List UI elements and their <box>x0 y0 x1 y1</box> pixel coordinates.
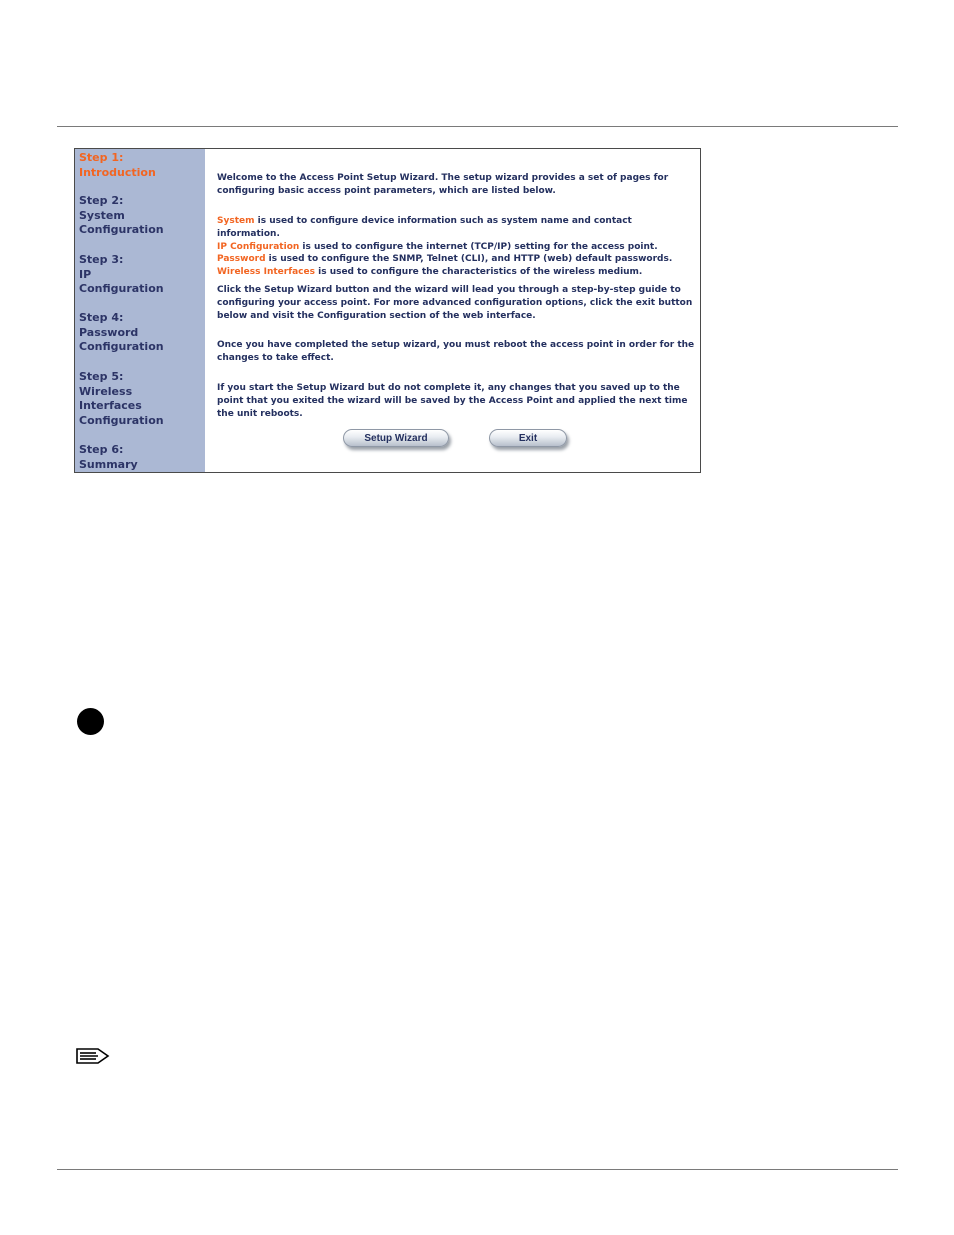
intro-paragraph: Welcome to the Access Point Setup Wizard. The setup wizard provides a set of pages for configuring basic access point parameters, which are listed below. <box>217 173 669 196</box>
setup-wizard-button[interactable]: Setup Wizard <box>343 429 449 447</box>
step-password-configuration[interactable]: Step 4: Password Configuration <box>79 311 164 354</box>
note-pencil-icon <box>76 1046 110 1066</box>
parameter-description: is used to configure the characteristics of the wireless medium. <box>314 267 643 278</box>
guide-paragraph: Click the Setup Wizard button and the wizard will lead you through a step-by-step guide to configuring your access point. For more advanced configuration options, click the exit button below and visit the Configuration section of the web interface. <box>217 285 693 321</box>
wizard-step-sidebar <box>75 149 205 472</box>
step-summary[interactable]: Step 6: Summary <box>79 443 138 471</box>
term-system: System <box>217 216 255 226</box>
term-ip-configuration: IP Configuration <box>217 241 300 252</box>
header-rule <box>57 126 898 127</box>
step-wireless-interfaces-configuration[interactable]: Step 5: Wireless Interfaces Configuration <box>79 370 164 427</box>
parameter-list <box>217 215 697 279</box>
parameter-item-wireless <box>217 266 697 279</box>
reboot-paragraph: Once you have completed the setup wizard, you must reboot the access point in order for the changes to take effect. <box>217 340 695 363</box>
wizard-content <box>217 149 697 472</box>
setup-wizard-screenshot <box>74 148 701 473</box>
parameter-description: is used to configure the SNMP, Telnet (CLI), and HTTP (web) default passwords. <box>265 254 673 265</box>
incomplete-paragraph: If you start the Setup Wizard but do not complete it, any changes that you saved up to the point that you exited the wizard will be saved by the Access Point and applied the next time the unit reboots. <box>217 383 688 419</box>
parameter-description: is used to configure device information such as system name and contact information. <box>217 216 632 239</box>
parameter-item-password <box>217 253 697 266</box>
parameter-description: is used to configure the internet (TCP/IP) setting for the access point. <box>299 241 658 252</box>
term-password: Password <box>217 254 266 265</box>
step-introduction[interactable]: Step 1: Introduction <box>79 151 156 179</box>
footer-rule <box>57 1169 898 1170</box>
exit-button[interactable]: Exit <box>489 429 567 447</box>
step-system-configuration[interactable]: Step 2: System Configuration <box>79 194 164 237</box>
term-wireless-interfaces: Wireless Interfaces <box>217 267 315 278</box>
numbered-circle-icon <box>77 708 104 735</box>
step-ip-configuration[interactable]: Step 3: IP Configuration <box>79 253 164 296</box>
parameter-item-ip <box>217 241 697 254</box>
parameter-item-system <box>217 215 697 241</box>
